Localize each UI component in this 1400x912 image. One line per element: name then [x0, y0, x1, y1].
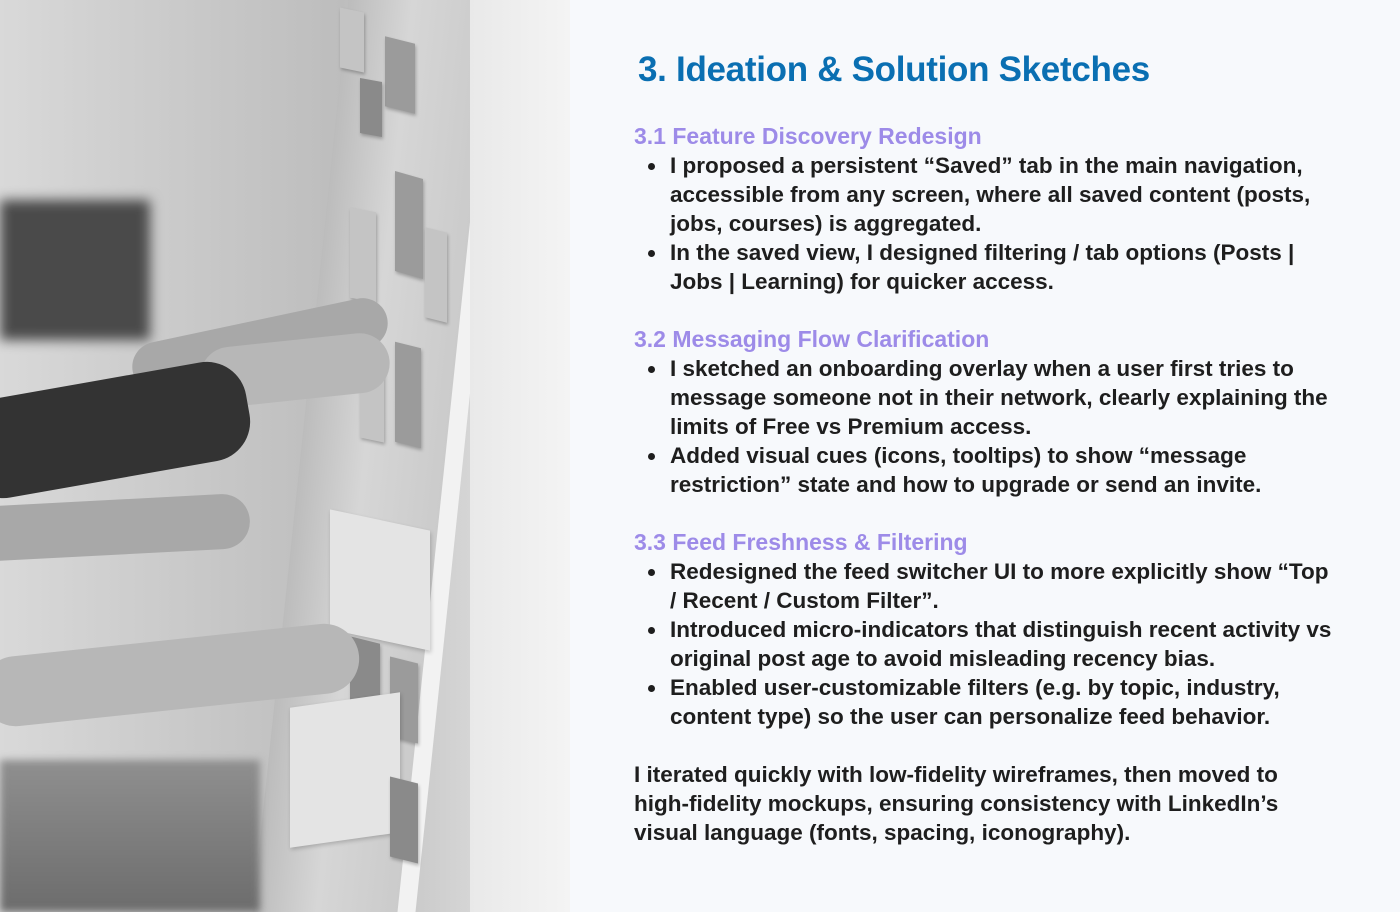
bullet-item: Enabled user-customizable filters (e.g. by topic, industry, content type) so the user can personalize feed behavior.: [670, 673, 1334, 731]
sticky-note: [340, 7, 364, 72]
sticky-note: [350, 208, 376, 303]
section-heading: 3.2 Messaging Flow Clarification: [634, 326, 990, 352]
sticky-note: [385, 36, 415, 113]
content-inner: [634, 48, 1334, 847]
paper-sheet: [290, 692, 400, 847]
sticky-note: [425, 227, 447, 322]
page-title: 3. Ideation & Solution Sketches: [638, 50, 1150, 89]
closing-paragraph: I iterated quickly with low-fidelity wireframes, then moved to high-fidelity mockups, ensuring consistency with LinkedIn’s visual language (fonts, spacing, iconography).: [634, 762, 1279, 845]
paper-sheet: [330, 509, 430, 650]
bullet-list: [634, 557, 1334, 731]
photo-window-light: [470, 0, 570, 912]
bullet-item: Added visual cues (icons, tooltips) to show “message restriction” state and how to upgrade or send an invite.: [670, 441, 1334, 499]
bullet-item: In the saved view, I designed filtering / tab options (Posts | Jobs | Learning) for quicker access.: [670, 238, 1334, 296]
sticky-note: [395, 171, 423, 279]
sticky-note: [390, 777, 418, 864]
section-heading: 3.3 Feed Freshness & Filtering: [634, 529, 968, 555]
bullet-list: [634, 354, 1334, 499]
section-messaging-flow: [634, 325, 1334, 499]
sticky-notes-photo: [0, 0, 570, 912]
bullet-item: I sketched an onboarding overlay when a user first tries to message someone not in their network, clearly explaining the limits of Free vs Premium access.: [670, 354, 1334, 441]
arm: [0, 493, 251, 563]
sticky-note: [360, 78, 382, 137]
section-heading: 3.1 Feature Discovery Redesign: [634, 123, 982, 149]
bullet-item: Introduced micro-indicators that distinguish recent activity vs original post age to avoid misleading recency bias.: [670, 615, 1334, 673]
photo-foreground-shadow: [0, 760, 260, 912]
bullet-item: Redesigned the feed switcher UI to more explicitly show “Top / Recent / Custom Filter”.: [670, 557, 1334, 615]
section-feature-discovery: [634, 122, 1334, 296]
bullet-list: [634, 151, 1334, 296]
photo-background-shadow: [0, 200, 150, 340]
section-feed-freshness: [634, 528, 1334, 731]
sticky-note: [395, 342, 421, 448]
sleeve: [0, 356, 256, 505]
bullet-item: I proposed a persistent “Saved” tab in the main navigation, accessible from any screen, where all saved content (posts, jobs, courses) is aggregated.: [670, 151, 1334, 238]
